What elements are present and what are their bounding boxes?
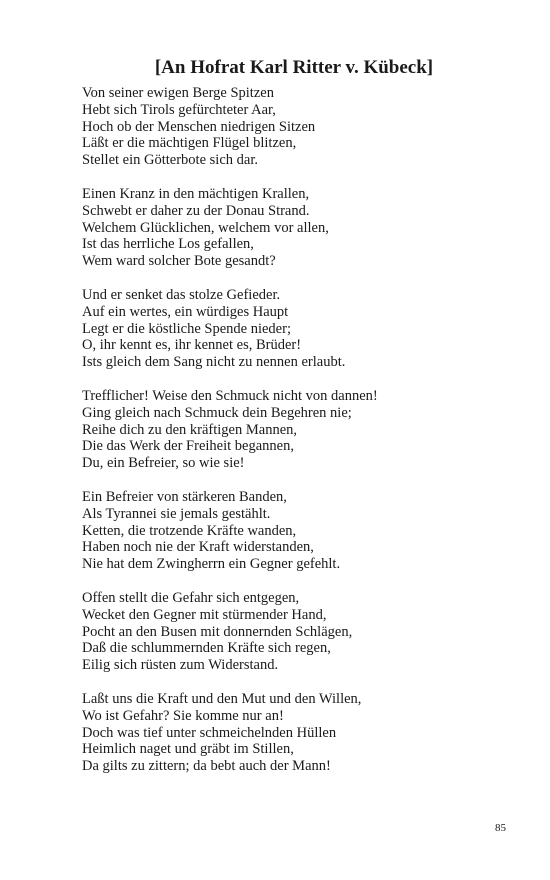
poem-line: Pocht an den Busen mit donnernden Schlägen, (82, 623, 353, 640)
poem-body (82, 85, 502, 792)
poem-line: Da gilts zu zittern; da bebt auch der Mann! (82, 758, 331, 775)
poem-line: Trefflicher! Weise den Schmuck nicht von dannen! (82, 387, 378, 404)
poem-line: Schwebt er daher zu der Donau Strand. (82, 202, 310, 219)
poem-line: Hoch ob der Menschen niedrigen Sitzen (82, 118, 316, 135)
poem-line: Daß die schlummernden Kräfte sich regen, (82, 640, 331, 657)
poem-title: [An Hofrat Karl Ritter v. Kübeck] (154, 57, 434, 78)
poem-line: Heimlich naget und gräbt im Stillen, (82, 741, 294, 758)
poem-line: Nie hat dem Zwingherrn ein Gegner gefehlt. (82, 556, 341, 573)
poem-line: Ein Befreier von stärkeren Banden, (82, 488, 287, 505)
stanza (82, 186, 502, 270)
stanza (82, 85, 502, 169)
stanza (82, 388, 502, 472)
poem-line: Läßt er die mächtigen Flügel blitzen, (82, 135, 297, 152)
poem-line: Als Tyrannei sie jemals gestählt. (82, 505, 271, 522)
poem-line: Einen Kranz in den mächtigen Krallen, (82, 185, 310, 202)
poem-line: Und er senket das stolze Gefieder. (82, 286, 281, 303)
poem-line: Haben noch nie der Kraft widerstanden, (82, 539, 314, 556)
poem-line: Legt er die köstliche Spende nieder; (82, 320, 291, 337)
poem-line: Wem ward solcher Bote gesandt? (82, 253, 276, 270)
poem-line: Laßt uns die Kraft und den Mut und den Willen, (82, 690, 362, 707)
page-number: 85 (495, 822, 506, 834)
stanza (82, 287, 502, 371)
poem-line: Welchem Glücklichen, welchem vor allen, (82, 219, 329, 236)
poem-line: Von seiner ewigen Berge Spitzen (82, 85, 274, 101)
poem-line: Auf ein wertes, ein würdiges Haupt (82, 303, 289, 320)
poem-line: Eilig sich rüsten zum Widerstand. (82, 657, 279, 674)
poem-line: Ketten, die trotzende Kräfte wanden, (82, 522, 297, 539)
stanza (82, 590, 502, 674)
poem-line: Ists gleich dem Sang nicht zu nennen erlaubt. (82, 354, 346, 371)
poem-line: Du, ein Befreier, so wie sie! (82, 455, 245, 472)
poem-line: O, ihr kennt es, ihr kennet es, Brüder! (82, 337, 302, 354)
poem-line: Reihe dich zu den kräftigen Mannen, (82, 421, 298, 438)
poem-line: Stellet ein Götterbote sich dar. (82, 152, 258, 169)
poem-line: Ist das herrliche Los gefallen, (82, 236, 254, 253)
poem-line: Wo ist Gefahr? Sie komme nur an! (82, 707, 284, 724)
stanza (82, 691, 502, 775)
poem-line: Offen stellt die Gefahr sich entgegen, (82, 589, 300, 606)
poem-line: Wecket den Gegner mit stürmender Hand, (82, 606, 327, 623)
stanza (82, 489, 502, 573)
poem-line: Die das Werk der Freiheit begannen, (82, 438, 294, 455)
poem-line: Ging gleich nach Schmuck dein Begehren nie; (82, 404, 352, 421)
poem-line: Hebt sich Tirols gefürchteter Aar, (82, 101, 276, 118)
poem-line: Doch was tief unter schmeichelnden Hüllen (82, 724, 337, 741)
